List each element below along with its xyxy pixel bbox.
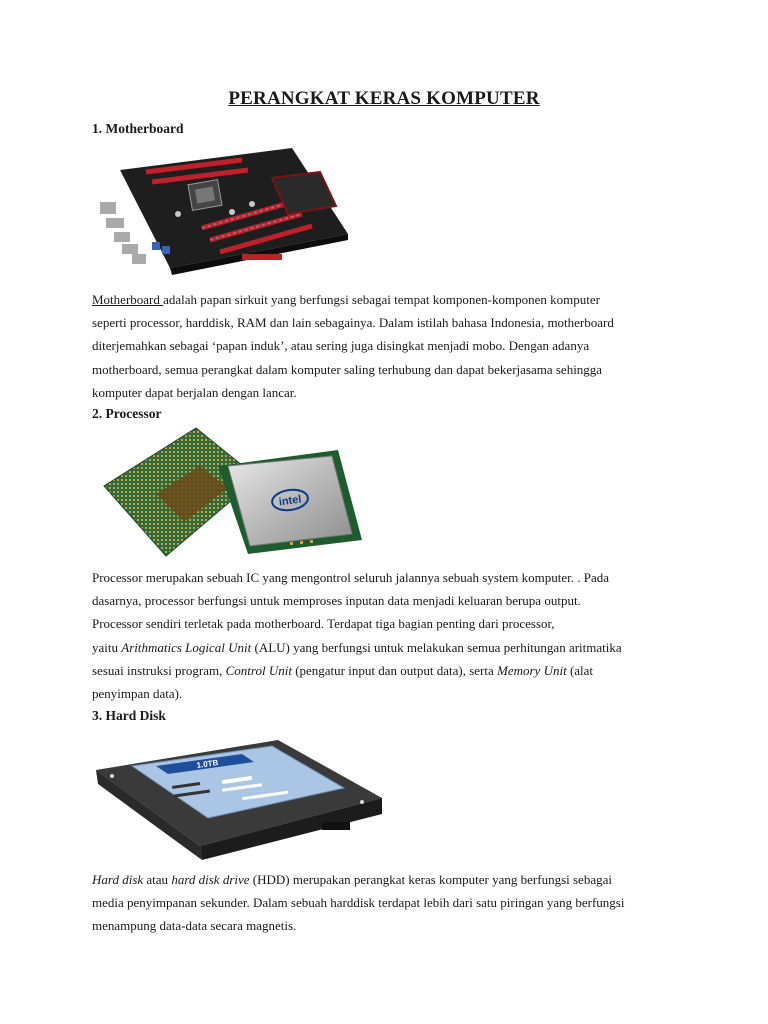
hard-disk-line-2: media penyimpanan sekunder. Dalam sebuah harddisk terdapat lebih dari satu piringan yang berfungsi [92, 895, 625, 911]
heading-hard-disk: 3. Hard Disk [92, 708, 166, 723]
paragraph-hard-disk [92, 868, 682, 938]
motherboard-line-2: seperti processor, harddisk, RAM dan lain sebagainya. Dalam istilah bahasa Indonesia, motherboard [92, 315, 614, 331]
page-title: PERANGKAT KERAS KOMPUTER [228, 88, 540, 109]
processor-line-6: penyimpan data). [92, 686, 183, 702]
processor-line-1: Processor merupakan sebuah IC yang mengontrol seluruh jalannya sebuah system komputer. . Pada [92, 570, 609, 585]
paragraph-processor [92, 566, 682, 705]
hard-disk-image [92, 736, 384, 862]
processor-line-3: Processor sendiri terletak pada motherboard. Terdapat tiga bagian penting dari processor, [92, 616, 555, 632]
processor-line-4-a: yaitu [92, 639, 122, 655]
alu-term: Arithmatics Logical Unit [121, 639, 252, 655]
processor-line-5-b: (pengatur input dan output data), serta [291, 662, 497, 678]
processor-image [100, 426, 364, 562]
memory-unit-term: Memory Unit [497, 662, 567, 678]
paragraph-motherboard [92, 288, 682, 404]
processor-line-2: dasarnya, processor berfungsi untuk memproses inputan data menjadi keluaran berupa output. [92, 593, 581, 609]
processor-line-4 [92, 636, 682, 659]
hard-disk-label: 1.0TB [196, 758, 219, 770]
processor-line-5-a: sesuai instruksi program, [92, 662, 226, 678]
motherboard-line-4: motherboard, semua perangkat dalam komputer saling terhubung dan dapat bekerjasama sehingga [92, 361, 603, 377]
motherboard-line-1-text: adalah papan sirkuit yang berfungsi sebagai tempat komponen-komponen komputer [163, 292, 600, 307]
motherboard-term: Motherboard [92, 292, 164, 307]
motherboard-image [92, 142, 356, 282]
hard-disk-line-1 [92, 868, 682, 891]
processor-line-5-c: (alat [566, 662, 594, 678]
heading-processor: 2. Processor [92, 406, 162, 421]
processor-line-4-b: (ALU) yang berfungsi untuk melakukan semua perhitungan aritmatika [251, 639, 622, 655]
hard-disk-line-1-b: (HDD) merupakan perangkat keras komputer yang berfungsi sebagai [249, 872, 612, 887]
heading-motherboard: 1. Motherboard [92, 121, 184, 136]
hard-disk-line-1-a: atau [143, 872, 172, 887]
control-unit-term: Control Unit [225, 662, 292, 678]
processor-line-5 [92, 659, 682, 682]
intel-logo-text: intel [278, 493, 303, 509]
hard-disk-term: Hard disk [92, 872, 144, 887]
motherboard-line-1 [92, 288, 682, 311]
motherboard-line-5: komputer dapat berjalan dengan lancar. [92, 384, 297, 400]
hard-disk-drive-term: hard disk drive [171, 872, 250, 887]
motherboard-line-3: diterjemahkan sebagai ‘papan induk’, atau sering juga disingkat menjadi mobo. Dengan adanya [92, 338, 590, 354]
hard-disk-line-3: menampung data-data secara magnetis. [92, 918, 297, 934]
